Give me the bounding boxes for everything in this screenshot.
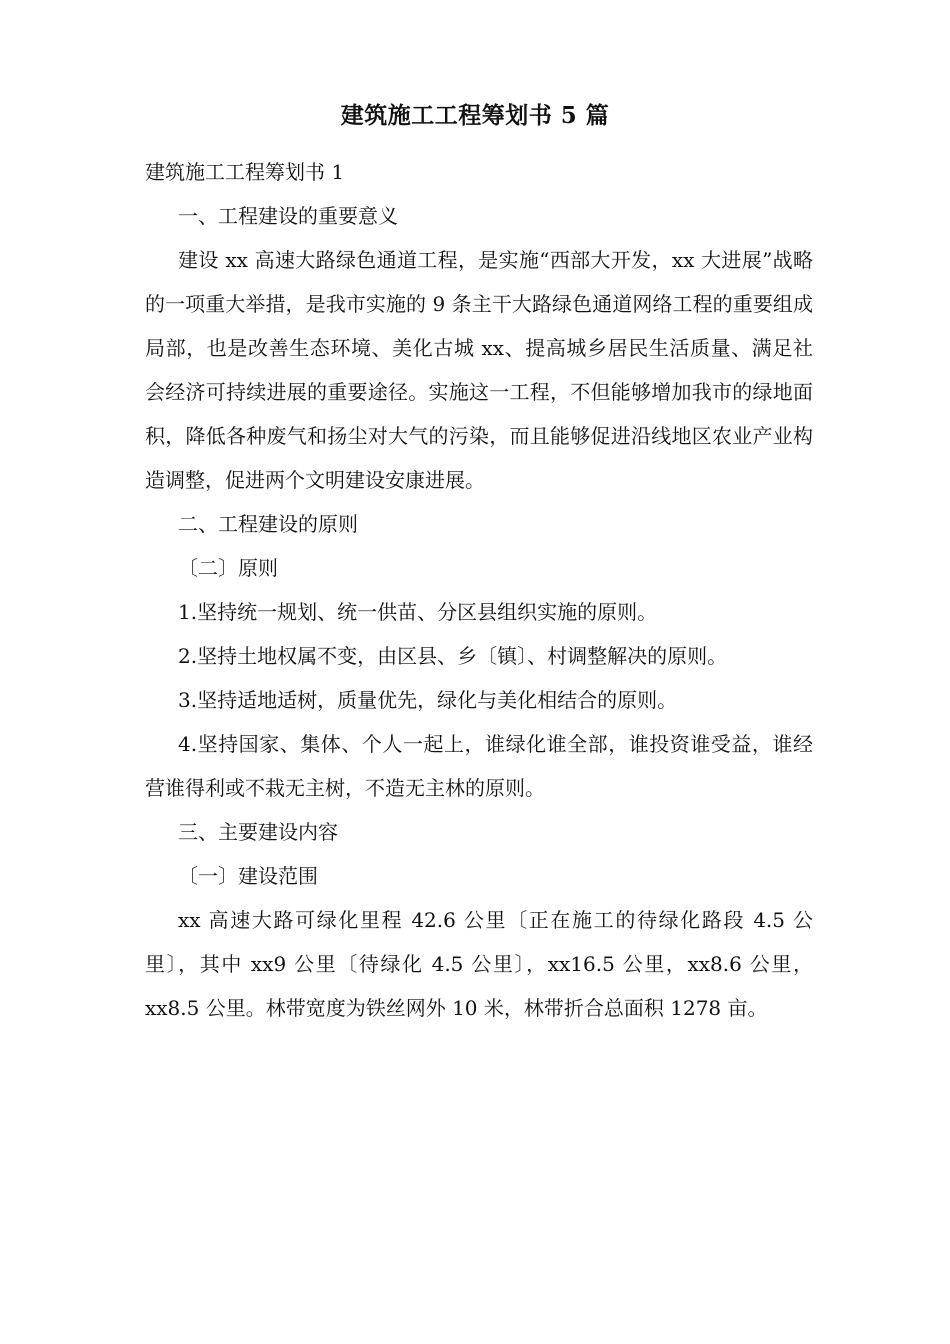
paragraph-scope: xx 高速大路可绿化里程 42.6 公里〔正在施工的待绿化路段 4.5 公里〕，其中 xx9 公里〔待绿化 4.5 公里〕，xx16.5 公里，xx8.6 公里， xx8.5 公里。林带宽度为铁丝网外 10 米，林带折合总面积 1278 亩。 (145, 908, 813, 1020)
paragraph-significance: 建设 xx 高速大路绿色通道工程，是实施“西部大开发，xx 大进展”战略的一项重大举措，是我市实施的 9 条主干大路绿色通道网络工程的重要组成局部，也是改善生态环境、美化古城 xx、提高城乡居民生活质量、满足社会经济可持续进展的重要途径。实施这一工程，不但能够增加我市的绿地面积，降低各种废气和扬尘对大气的污染，而且能够促进沿线地区农业产业构造调整，促进两个文明建设安康进展。 (145, 248, 813, 492)
subheading-principles: 〔二〕原则 (178, 556, 278, 580)
principle-item-2: 2.坚持土地权属不变，由区县、乡〔镇〕、村调整解决的原则。 (178, 644, 728, 668)
heading-significance: 一、工程建设的重要意义 (178, 204, 398, 228)
principle-item-3: 3.坚持适地适树，质量优先，绿化与美化相结合的原则。 (178, 688, 678, 712)
heading-principles: 二、工程建设的原则 (178, 512, 358, 536)
subheading-scope: 〔一〕建设范围 (178, 864, 318, 888)
section-subtitle: 建筑施工工程筹划书 1 (145, 160, 345, 184)
principle-item-1: 1.坚持统一规划、统一供苗、分区县组织实施的原则。 (178, 600, 658, 624)
principle-item-4: 4.坚持国家、集体、个人一起上，谁绿化谁全部，谁投资谁受益，谁经营谁得利或不栽无主树，不造无主林的原则。 (145, 732, 813, 800)
document-body (145, 150, 813, 1030)
document-title: 建筑施工工程筹划书 5 篇 (340, 102, 610, 129)
heading-main-content: 三、主要建设内容 (178, 820, 338, 844)
